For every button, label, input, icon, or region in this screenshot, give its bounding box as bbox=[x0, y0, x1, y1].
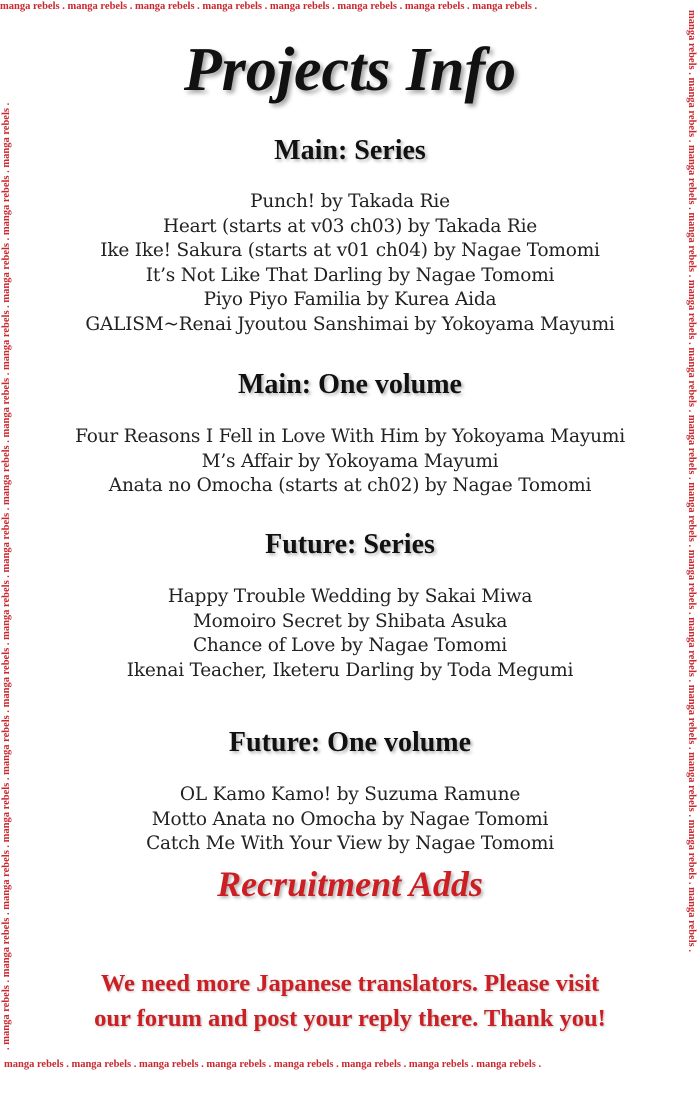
recruitment-line: our forum and post your reply there. Thank you! bbox=[94, 1005, 606, 1032]
list-item: GALISM~Renai Jyoutou Sanshimai by Yokoyama Mayumi bbox=[85, 313, 615, 335]
page-title: Projects Info bbox=[183, 36, 517, 104]
recruitment-line: We need more Japanese translators. Please visit bbox=[100, 970, 600, 997]
watermark-right-strip bbox=[684, 10, 698, 1050]
list-future-series bbox=[30, 585, 670, 683]
list-item: Four Reasons I Fell in Love With Him by Yokoyama Mayumi bbox=[75, 426, 625, 447]
list-future-one-volume bbox=[30, 783, 670, 857]
list-item: It’s Not Like That Darling by Nagae Tomomi bbox=[145, 264, 555, 286]
recruitment-message bbox=[30, 966, 670, 1036]
list-item: OL Kamo Kamo! by Suzuma Ramune bbox=[179, 784, 521, 805]
watermark-top: manga rebels . manga rebels . manga rebels . manga rebels . manga rebels . manga rebels . manga rebels . manga rebels . bbox=[0, 1, 538, 12]
section-heading-future-one-volume: Future: One volume bbox=[228, 727, 472, 758]
list-main-one-volume bbox=[30, 425, 670, 499]
list-item: Chance of Love by Nagae Tomomi bbox=[192, 635, 508, 656]
list-main-series bbox=[30, 190, 670, 337]
list-item: Motto Anata no Omocha by Nagae Tomomi bbox=[151, 808, 549, 830]
watermark-bottom: manga rebels . manga rebels . manga rebels . manga rebels . manga rebels . manga rebels . manga rebels . manga rebels . bbox=[4, 1059, 542, 1070]
list-item: Momoiro Secret by Shibata Asuka bbox=[192, 610, 508, 632]
list-item: Heart (starts at v03 ch03) by Takada Rie bbox=[162, 215, 538, 237]
list-item: M’s Affair by Yokoyama Mayumi bbox=[201, 450, 499, 472]
list-item: Anata no Omocha (starts at ch02) by Nagae Tomomi bbox=[108, 475, 592, 496]
list-item: Punch! by Takada Rie bbox=[250, 191, 450, 212]
section-heading-main-one-volume: Main: One volume bbox=[238, 369, 462, 400]
watermark-right: manga rebels . manga rebels . manga rebels . manga rebels . manga rebels . manga rebels . manga rebels . manga rebels . manga rebels . manga rebels . manga rebels . manga rebels . manga rebels . manga rebels . bbox=[686, 10, 697, 952]
watermark-left-strip bbox=[0, 10, 14, 1050]
list-item: Ike Ike! Sakura (starts at v01 ch04) by Nagae Tomomi bbox=[100, 240, 600, 261]
list-item: Catch Me With Your View by Nagae Tomomi bbox=[146, 833, 554, 854]
recruitment-title: Recruitment Adds bbox=[217, 864, 483, 904]
section-heading-main-series: Main: Series bbox=[274, 135, 426, 166]
section-heading-future-series: Future: Series bbox=[265, 529, 435, 560]
watermark-left: . manga rebels . manga rebels . manga rebels . manga rebels . manga rebels . manga rebels . manga rebels . manga rebels . manga rebels . manga rebels . manga rebels . manga rebels . manga rebels . manga rebels . bbox=[1, 102, 12, 1050]
list-item: Ikenai Teacher, Iketeru Darling by Toda Megumi bbox=[126, 659, 574, 681]
list-item: Piyo Piyo Familia by Kurea Aida bbox=[203, 289, 497, 310]
list-item: Happy Trouble Wedding by Sakai Miwa bbox=[167, 586, 533, 607]
